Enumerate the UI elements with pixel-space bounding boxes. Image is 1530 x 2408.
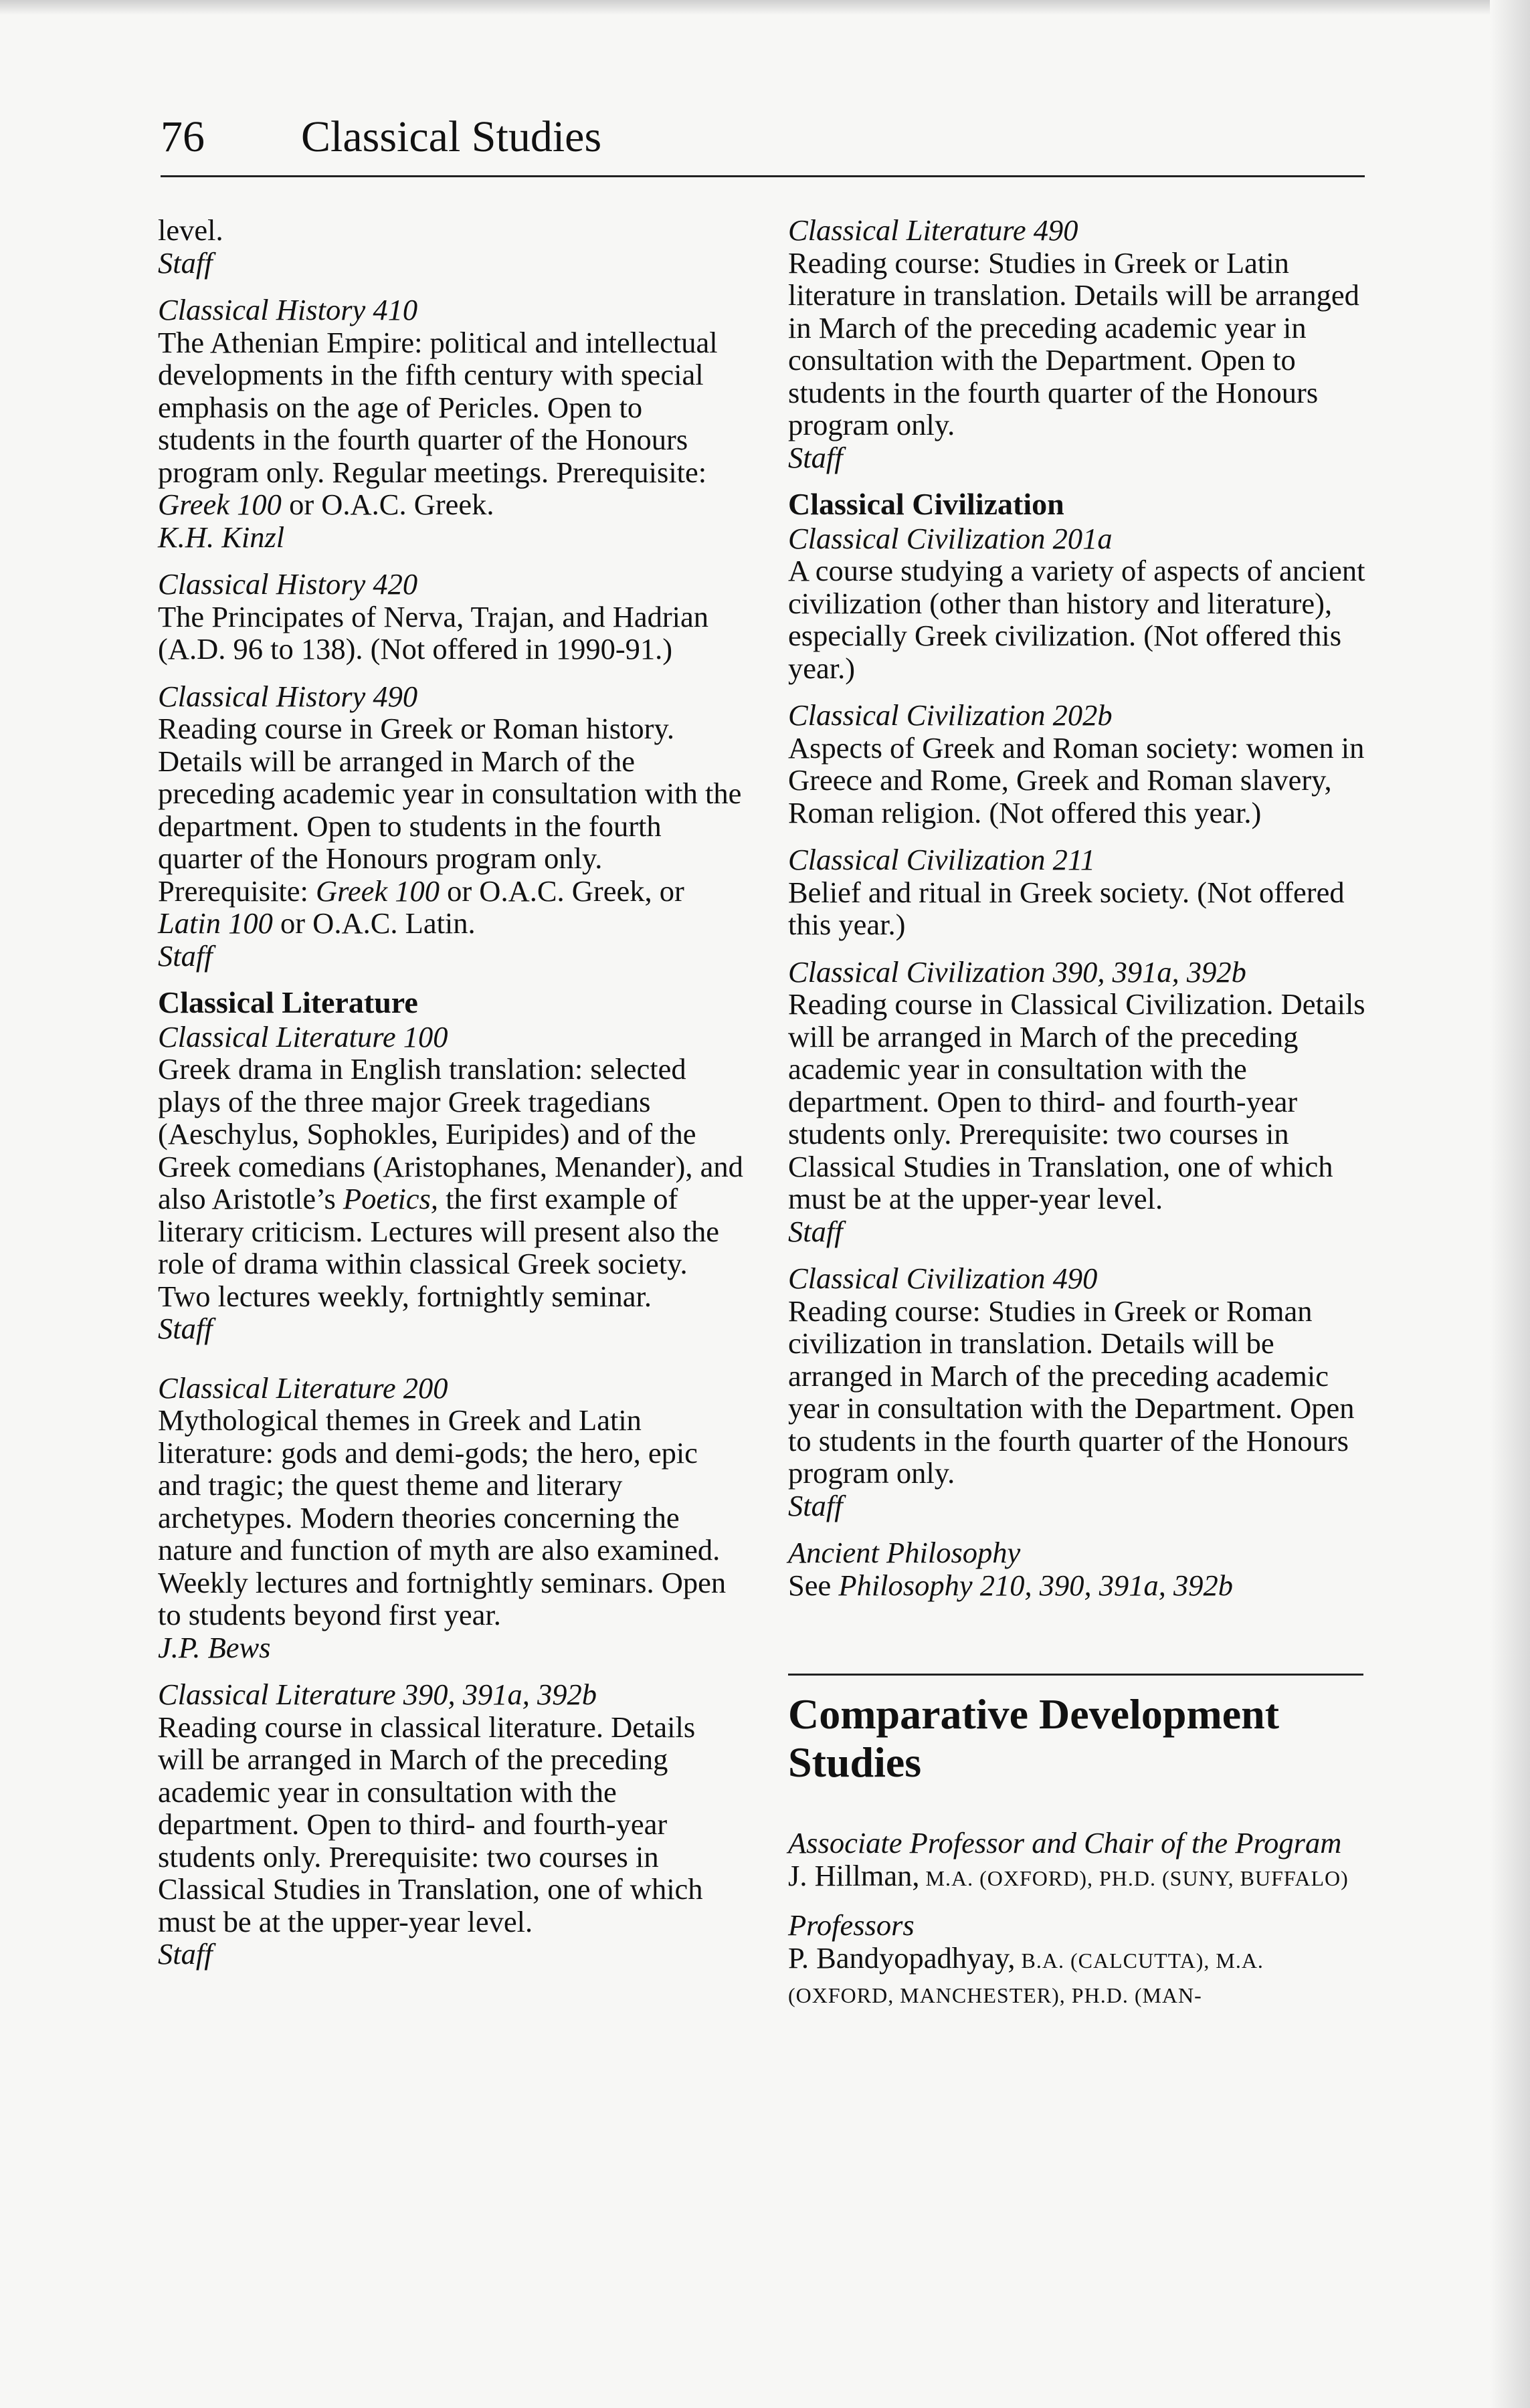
course-code: Classical Literature 100 (158, 1019, 448, 1054)
course-code: Classical Civilization 211 (788, 843, 1096, 876)
section-heading: Classical Literature (158, 985, 418, 1019)
page-number: 76 (161, 112, 205, 161)
course-description: Reading course in Classical Civilization. Details will be arranged in March of the preceding academic year in consultation with the department. Open to third- and fourth-year students only. Prerequisite: two courses in Classical Studies in Translation, one of which must be at the upper-year level. (788, 987, 1365, 1215)
course-entry (158, 1021, 747, 1345)
continuation-text: level. (158, 213, 223, 247)
course-code: Classical Civilization 201a (788, 521, 1113, 555)
course-entry (788, 522, 1370, 685)
course-code: Classical Literature 200 (158, 1371, 448, 1405)
course-code: Classical Literature 390, 391a, 392b (158, 1678, 597, 1711)
course-description: Aspects of Greek and Roman society: women in Greece and Rome, Greek and Roman slavery, Roman religion. (Not offered this year.) (788, 730, 1365, 829)
course-entry (788, 699, 1370, 829)
instructor: Staff (788, 1214, 843, 1248)
faculty-name-line (788, 1942, 1370, 2012)
course-description: Greek drama in English translation: selected plays of the three major Greek tragedians (Aeschylus, Sophokles, Euripides) and of the Greek comedians (Aristophanes, Menander), and also Aristotle’s Poetics, the first example of literary criticism. Lectures will present also the role of drama within classical Greek society. Two lectures weekly, fortnightly seminar. (158, 1052, 743, 1313)
course-code: Classical Literature 490 (788, 213, 1078, 247)
course-entry (158, 1372, 747, 1664)
course-description: The Athenian Empire: political and intellectual developments in the fifth century with special emphasis on the age of Pericles. Open to students in the fourth quarter of the Honours program only. Regular meetings. Prerequisite: Greek 100 or O.A.C. Greek. (158, 325, 718, 521)
course-entry (788, 1262, 1370, 1522)
course-code: Classical Civilization 490 (788, 1262, 1098, 1295)
course-entry (788, 956, 1370, 1248)
course-entry (158, 680, 747, 973)
cross-reference-entry (788, 1536, 1370, 1601)
running-title: Classical Studies (301, 112, 602, 161)
course-description: Mythological themes in Greek and Latin literature: gods and demi-gods; the hero, epic and tragic; the quest theme and literary archetypes. Modern theories concerning the nature and function of myth are also examined. Weekly lectures and fortnightly seminars. Open to students beyond first year. (158, 1403, 727, 1631)
department-heading: Comparative Development Studies (788, 1690, 1280, 1786)
faculty-name: P. Bandyopadhyay, (788, 1940, 1016, 1975)
faculty-entry (788, 1827, 1370, 1894)
faculty-role: Associate Professor and Chair of the Program (788, 1826, 1342, 1860)
course-description: A course studying a variety of aspects of ancient civilization (other than history and literature), especially Greek civilization. (Not offered this year.) (788, 554, 1365, 685)
course-code: Classical Civilization 202b (788, 698, 1113, 732)
faculty-entry (788, 1909, 1370, 2012)
course-code: Classical History 490 (158, 679, 418, 713)
course-description: Belief and ritual in Greek society. (Not offered this year.) (788, 875, 1345, 941)
section-heading: Classical Civilization (788, 487, 1064, 521)
faculty-degrees: B.A. (CALCUTTA), M.A. (OXFORD, MANCHESTER), PH.D. (MAN- (788, 1948, 1264, 2007)
right-column (788, 214, 1370, 2027)
faculty-name: J. Hillman, (788, 1858, 920, 1892)
instructor: Staff (158, 938, 213, 973)
continued-entry (158, 214, 747, 279)
course-description: Reading course in Greek or Roman history. Details will be arranged in March of the preceding academic year in consultation with the department. Open to students in the fourth quarter of the Honours program only. Prerequisite: Greek 100 or O.A.C. Greek, or Latin 100 or O.A.C. Latin. (158, 712, 742, 940)
course-code: Ancient Philosophy (788, 1536, 1021, 1569)
faculty-degrees: M.A. (OXFORD), PH.D. (SUNY, BUFFALO) (919, 1866, 1349, 1890)
course-description: Reading course: Studies in Greek or Latin literature in translation. Details will be arranged in March of the preceding academic year in consultation with the Department. Open to students in the fourth quarter of the Honours program only. (788, 245, 1359, 441)
course-code: Classical Civilization 390, 391a, 392b (788, 955, 1246, 989)
department-rule (788, 1674, 1363, 1676)
instructor: Staff (788, 440, 843, 474)
instructor: J.P. Bews (158, 1630, 271, 1664)
course-entry (158, 1678, 747, 1971)
left-column (158, 214, 747, 1985)
instructor: K.H. Kinzl (158, 520, 285, 554)
faculty-role: Professors (788, 1908, 915, 1942)
course-description: Reading course: Studies in Greek or Roman civilization in translation. Details will be arranged in March of the preceding academic year in consultation with the Department. Open to students in the fourth quarter of the Honours program only. (788, 1294, 1355, 1490)
course-entry (788, 843, 1370, 941)
course-description: Reading course in classical literature. Details will be arranged in March of the preceding academic year in consultation with the department. Open to third- and fourth-year students only. Prerequisite: two courses in Classical Studies in Translation, one of which must be at the upper-year level. (158, 1710, 703, 1938)
course-description: The Principates of Nerva, Trajan, and Hadrian (A.D. 96 to 138). (Not offered in 1990-91.) (158, 599, 709, 666)
header-rule (161, 175, 1365, 177)
course-description: See Philosophy 210, 390, 391a, 392b (788, 1568, 1233, 1602)
faculty-name-line (788, 1860, 1370, 1895)
instructor: Staff (788, 1488, 843, 1522)
course-entry (788, 214, 1370, 474)
instructor: Staff (158, 1312, 213, 1345)
instructor: Staff (158, 1937, 213, 1971)
page-header (161, 107, 1365, 174)
instructor: Staff (158, 245, 213, 280)
course-entry (158, 568, 747, 666)
course-code: Classical History 410 (158, 293, 418, 326)
course-entry (158, 294, 747, 553)
course-code: Classical History 420 (158, 567, 418, 601)
